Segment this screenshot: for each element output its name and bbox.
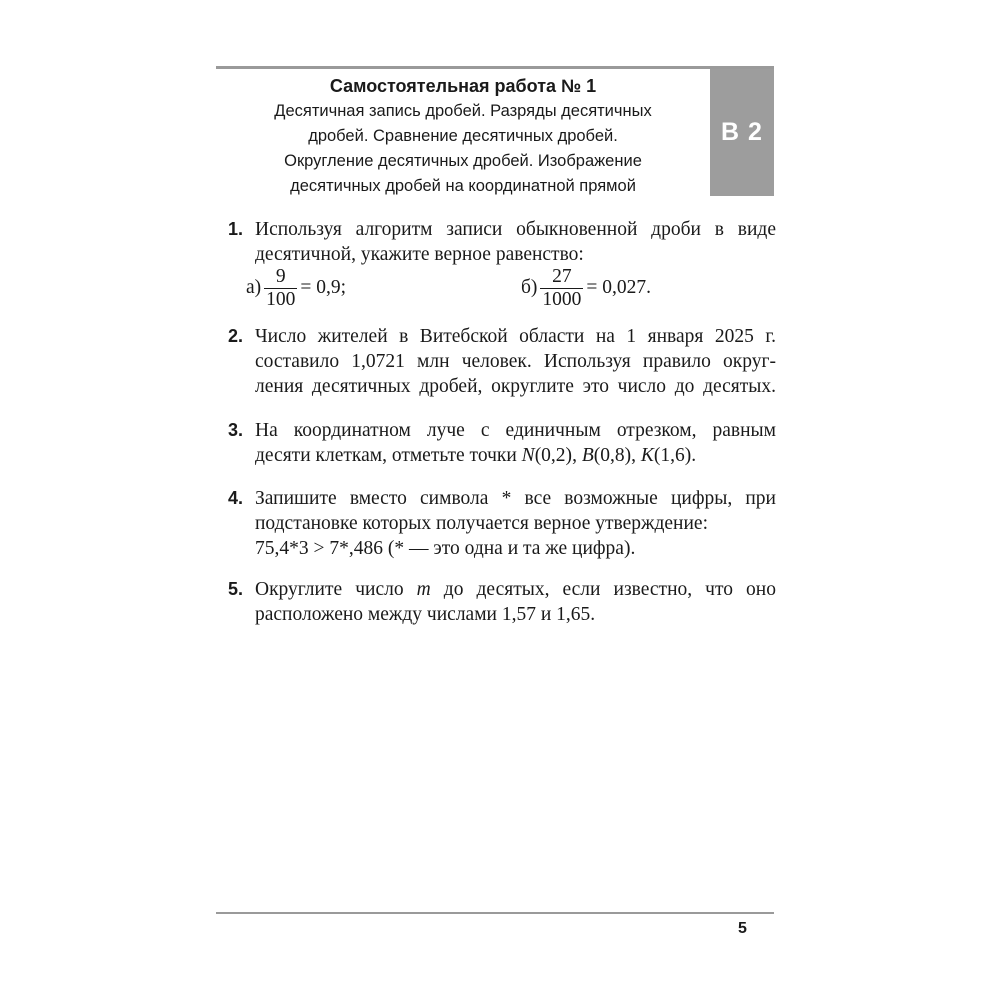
task-text-fragment: Округлите число bbox=[255, 579, 417, 600]
task-number: 3. bbox=[228, 420, 244, 440]
footer-divider bbox=[216, 912, 774, 914]
fraction-denominator: 1000 bbox=[542, 288, 582, 310]
option-result: = 0,027. bbox=[586, 277, 652, 298]
option-label: а) bbox=[246, 277, 262, 298]
option-label: б) bbox=[521, 277, 538, 298]
task-text-fragment: десяти клеткам, отметьте точки bbox=[255, 445, 522, 466]
fraction-numerator: 9 bbox=[275, 265, 286, 287]
fraction-numerator: 27 bbox=[552, 265, 572, 287]
page-number: 5 bbox=[738, 920, 747, 937]
point-coord: (1,6) bbox=[653, 445, 692, 466]
separator: , bbox=[631, 445, 641, 466]
task-text bbox=[255, 217, 776, 267]
task-number: 1. bbox=[228, 219, 244, 239]
task-text bbox=[255, 486, 776, 561]
task-text bbox=[255, 577, 776, 627]
task-5 bbox=[228, 577, 776, 627]
task-line: Запишите вместо символа * все возможные цифры, при bbox=[255, 488, 776, 509]
task-text bbox=[255, 418, 776, 468]
task-line: На координатном луче с единичным отрезком, равным bbox=[255, 420, 776, 441]
separator: . bbox=[691, 445, 697, 466]
task-line bbox=[255, 443, 776, 468]
task-1 bbox=[228, 217, 776, 267]
task-line: десятичной, укажите верное равенство: bbox=[255, 244, 584, 265]
point-name: K bbox=[640, 445, 654, 466]
worksheet-header bbox=[216, 66, 774, 196]
task-number: 5. bbox=[228, 579, 244, 599]
task-line: составило 1,0721 млн человек. Используя правило округ- bbox=[255, 351, 776, 372]
point-coord: (0,8) bbox=[593, 445, 632, 466]
topic-line: дробей. Сравнение десятичных дробей. bbox=[308, 127, 618, 145]
task-number: 4. bbox=[228, 488, 244, 508]
task-line: 75,4*3 > 7*,486 (* — это одна и та же цифра). bbox=[255, 538, 636, 559]
point-name: B bbox=[581, 445, 594, 466]
topic-line: Округление десятичных дробей. Изображение bbox=[284, 152, 642, 170]
task-line: расположено между числами 1,57 и 1,65. bbox=[255, 604, 596, 625]
task-text-fragment: до десятых, если известно, что оно bbox=[430, 579, 776, 600]
task-line bbox=[255, 577, 776, 602]
variant-badge: В 2 bbox=[710, 69, 774, 196]
fraction bbox=[540, 266, 583, 311]
worksheet-title: Самостоятельная работа № 1 bbox=[329, 76, 597, 96]
task-line: Используя алгоритм записи обыкновенной дроби в виде bbox=[255, 219, 776, 240]
task-2 bbox=[228, 324, 776, 399]
separator: , bbox=[572, 445, 582, 466]
fraction bbox=[264, 266, 297, 311]
point-coord: (0,2) bbox=[534, 445, 573, 466]
option-result: = 0,9; bbox=[300, 277, 347, 298]
task-text bbox=[255, 324, 776, 399]
task-number: 2. bbox=[228, 326, 244, 346]
point-name: N bbox=[521, 445, 535, 466]
task-1-options bbox=[246, 263, 766, 313]
header-text bbox=[216, 69, 710, 196]
task-line: ления десятичных дробей, округлите это число до десятых. bbox=[255, 376, 776, 397]
option-b bbox=[521, 263, 651, 313]
topic-line: Десятичная запись дробей. Разряды десятичных bbox=[274, 102, 652, 120]
fraction-denominator: 100 bbox=[266, 288, 296, 310]
variable-m: m bbox=[416, 579, 431, 600]
task-line: подстановке которых получается верное утверждение: bbox=[255, 513, 708, 534]
task-3 bbox=[228, 418, 776, 468]
task-4 bbox=[228, 486, 776, 561]
task-line: Число жителей в Витебской области на 1 января 2025 г. bbox=[255, 326, 776, 347]
option-a bbox=[246, 263, 346, 313]
topic-line: десятичных дробей на координатной прямой bbox=[290, 177, 636, 195]
